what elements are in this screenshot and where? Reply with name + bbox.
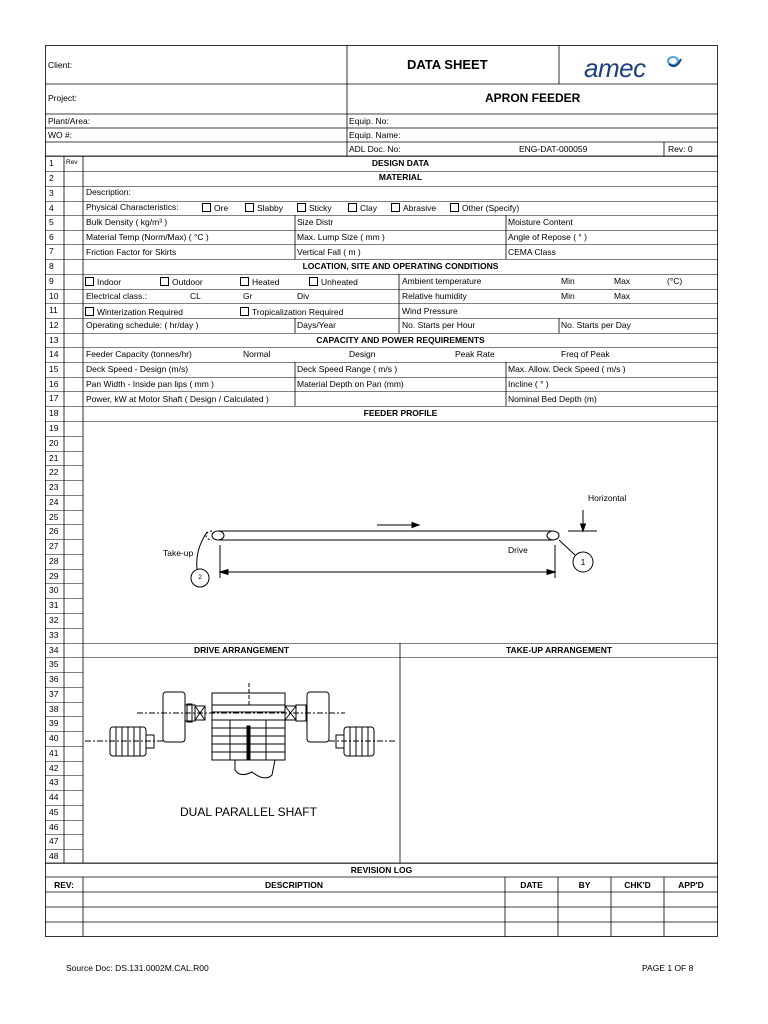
row-number: 10 — [49, 291, 59, 301]
row-number: 26 — [49, 526, 59, 536]
heated-checkbox[interactable] — [240, 277, 249, 286]
vertical-fall-label: Vertical Fall ( m ) — [297, 247, 361, 257]
row-number: 7 — [49, 246, 54, 256]
takeup-arrangement-heading: TAKE-UP ARRANGEMENT — [505, 645, 613, 655]
page-title: DATA SHEET — [407, 57, 488, 72]
deck-speed-label: Deck Speed - Design (m/s) — [86, 364, 189, 374]
row-number: 19 — [49, 423, 59, 433]
option-clay[interactable]: Clay — [348, 203, 377, 213]
row-number: 41 — [49, 748, 59, 758]
description-label: Description: — [86, 187, 131, 197]
cl-label: CL — [190, 291, 201, 301]
option-tropicalization[interactable]: Tropicalization Required — [240, 307, 343, 317]
design-label: Design — [349, 349, 376, 359]
incline-label: Incline ( ° ) — [508, 379, 549, 389]
client-label: Client: — [48, 60, 73, 70]
sticky-checkbox[interactable] — [297, 203, 306, 212]
size-distr-label: Size Distr — [297, 217, 334, 227]
physical-characteristics-label: Physical Characteristics: — [86, 202, 179, 212]
electrical-class-label: Electrical class.: — [86, 291, 147, 301]
row-number: 48 — [49, 851, 59, 861]
option-sticky[interactable]: Sticky — [297, 203, 332, 213]
humidity-max-label: Max — [614, 291, 631, 301]
option-outdoor[interactable]: Outdoor — [160, 277, 203, 287]
starts-hour-label: No. Starts per Hour — [402, 320, 476, 330]
doc-number: ENG-DAT-000059 — [519, 144, 588, 154]
row-number: 33 — [49, 630, 59, 640]
option-ore[interactable]: Ore — [202, 203, 228, 213]
row-number: 35 — [49, 659, 59, 669]
row-number: 6 — [49, 232, 54, 242]
row-number: 28 — [49, 556, 59, 566]
row-number: 14 — [49, 349, 59, 359]
revlog-col-description: DESCRIPTION — [264, 880, 324, 890]
adl-doc-label: ADL Doc. No: — [349, 144, 401, 154]
row-number: 5 — [49, 217, 54, 227]
div-label: Div — [297, 291, 310, 301]
moisture-label: Moisture Content — [508, 217, 573, 227]
equipment-title: APRON FEEDER — [485, 91, 581, 105]
row-number: 32 — [49, 615, 59, 625]
deck-speed-range-label: Deck Speed Range ( m/s ) — [297, 364, 398, 374]
ambient-min-label: Min — [561, 276, 575, 286]
row-number: 3 — [49, 188, 54, 198]
row-number: 11 — [49, 305, 58, 315]
capacity-heading: CAPACITY AND POWER REQUIREMENTS — [316, 335, 485, 345]
feeder-capacity-label: Feeder Capacity (tonnes/hr) — [86, 349, 192, 359]
power-label: Power, kW at Motor Shaft ( Design / Calculated ) — [86, 394, 269, 404]
revlog-col-by: BY — [578, 880, 591, 890]
plant-area-label: Plant/Area: — [48, 116, 91, 126]
row-number: 16 — [49, 379, 59, 389]
option-winterization[interactable]: Winterization Required — [85, 307, 183, 317]
row-number: 8 — [49, 261, 54, 271]
row-number: 4 — [49, 203, 54, 213]
feeder-profile-heading: FEEDER PROFILE — [363, 408, 438, 418]
winterization-checkbox[interactable] — [85, 307, 94, 316]
ambient-max-label: Max — [614, 276, 631, 286]
deg-c-label: (°C) — [667, 276, 683, 286]
row-number: 45 — [49, 807, 59, 817]
takeup-label: Take-up — [163, 548, 194, 558]
row-number: 39 — [49, 718, 59, 728]
row-number: 17 — [49, 393, 59, 403]
bulk-density-label: Bulk Density ( kg/m³ ) — [86, 217, 168, 227]
row-number: 21 — [49, 453, 59, 463]
feeder-profile-drawing — [191, 510, 597, 587]
row-number: 43 — [49, 777, 59, 787]
cema-label: CEMA Class — [508, 247, 556, 257]
revlog-col-rev: REV: — [54, 880, 74, 890]
location-heading: LOCATION, SITE AND OPERATING CONDITIONS — [302, 261, 499, 271]
revlog-col-date: DATE — [520, 880, 543, 890]
amec-logo: amec — [584, 53, 646, 83]
callout-1: 1 — [580, 557, 586, 567]
row-number: 44 — [49, 792, 59, 802]
row-number: 2 — [49, 173, 54, 183]
row-number: 46 — [49, 822, 59, 832]
row-number: 22 — [49, 467, 59, 477]
page-number: PAGE 1 OF 8 — [642, 963, 694, 973]
revlog-col-appd: APP'D — [678, 880, 704, 890]
wo-label: WO #: — [48, 130, 73, 140]
material-temp-label: Material Temp (Norm/Max) ( °C ) — [86, 232, 209, 242]
row-number: 23 — [49, 482, 59, 492]
horizontal-label: Horizontal — [588, 493, 627, 503]
row-number: 47 — [49, 836, 59, 846]
gr-label: Gr — [243, 291, 253, 301]
drive-label: Drive — [508, 545, 528, 555]
option-indoor[interactable]: Indoor — [85, 277, 121, 287]
max-allow-speed-label: Max. Allow. Deck Speed ( m/s ) — [508, 364, 626, 374]
indoor-checkbox[interactable] — [85, 277, 94, 286]
option-unheated[interactable]: Unheated — [309, 277, 358, 287]
drive-arrangement-drawing — [85, 683, 396, 778]
source-doc: Source Doc: DS.131.0002M.CAL.R00 — [66, 963, 209, 973]
row-number: 20 — [49, 438, 59, 448]
row-number: 34 — [49, 645, 59, 655]
angle-repose-label: Angle of Repose ( ° ) — [508, 232, 587, 242]
drive-arrangement-heading: DRIVE ARRANGEMENT — [193, 645, 290, 655]
row-number: 27 — [49, 541, 59, 551]
row-number: 15 — [49, 364, 59, 374]
humidity-min-label: Min — [561, 291, 575, 301]
equip-name-label: Equip. Name: — [349, 130, 401, 140]
row-number: 25 — [49, 512, 59, 522]
row-number: 37 — [49, 689, 59, 699]
project-label: Project: — [48, 93, 77, 103]
option-other[interactable]: Other (Specify) — [450, 203, 519, 213]
callout-2: 2 — [198, 574, 202, 581]
drive-caption: DUAL PARALLEL SHAFT — [180, 805, 317, 819]
outdoor-checkbox[interactable] — [160, 277, 169, 286]
row-number: 30 — [49, 585, 59, 595]
other-checkbox[interactable] — [450, 203, 459, 212]
row-number: 13 — [49, 335, 59, 345]
unheated-checkbox[interactable] — [309, 277, 318, 286]
rev-column-label: Rev — [66, 159, 78, 166]
equip-no-label: Equip. No: — [349, 116, 389, 126]
material-depth-label: Material Depth on Pan (mm) — [297, 379, 404, 389]
pan-width-label: Pan Width - Inside pan lips ( mm ) — [86, 379, 215, 389]
ambient-label: Ambient temperature — [402, 276, 482, 286]
row-number: 12 — [49, 320, 59, 330]
operating-schedule-label: Operating schedule: ( hr/day ) — [86, 320, 199, 330]
peak-rate-label: Peak Rate — [455, 349, 495, 359]
friction-label: Friction Factor for Skirts — [86, 247, 177, 257]
row-number: 24 — [49, 497, 59, 507]
row-number: 18 — [49, 408, 59, 418]
row-number: 29 — [49, 571, 59, 581]
revlog-col-chkd: CHK'D — [624, 880, 651, 890]
ore-checkbox[interactable] — [202, 203, 211, 212]
row-number: 38 — [49, 704, 59, 714]
row-number: 31 — [49, 600, 59, 610]
wind-pressure-label: Wind Pressure — [402, 306, 458, 316]
humidity-label: Relative humidity — [402, 291, 467, 301]
starts-day-label: No. Starts per Day — [561, 320, 631, 330]
rev-value: Rev: 0 — [668, 144, 693, 154]
row-number: 9 — [49, 276, 54, 286]
row-number: 42 — [49, 763, 59, 773]
row-number: 36 — [49, 674, 59, 684]
option-heated[interactable]: Heated — [240, 277, 279, 287]
bed-depth-label: Nominal Bed Depth (m) — [508, 394, 597, 404]
abrasive-checkbox[interactable] — [391, 203, 400, 212]
material-heading: MATERIAL — [378, 172, 423, 182]
tropicalization-checkbox[interactable] — [240, 307, 249, 316]
option-slabby[interactable]: Slabby — [245, 203, 283, 213]
freq-peak-label: Freq of Peak — [561, 349, 610, 359]
days-year-label: Days/Year — [297, 320, 336, 330]
option-abrasive[interactable]: Abrasive — [391, 203, 436, 213]
revision-log-heading: REVISION LOG — [350, 865, 413, 875]
row-number: 40 — [49, 733, 59, 743]
design-data-heading: DESIGN DATA — [371, 158, 430, 168]
max-lump-label: Max. Lump Size ( mm ) — [297, 232, 385, 242]
clay-checkbox[interactable] — [348, 203, 357, 212]
row-number: 1 — [49, 158, 54, 168]
slabby-checkbox[interactable] — [245, 203, 254, 212]
normal-label: Normal — [243, 349, 271, 359]
